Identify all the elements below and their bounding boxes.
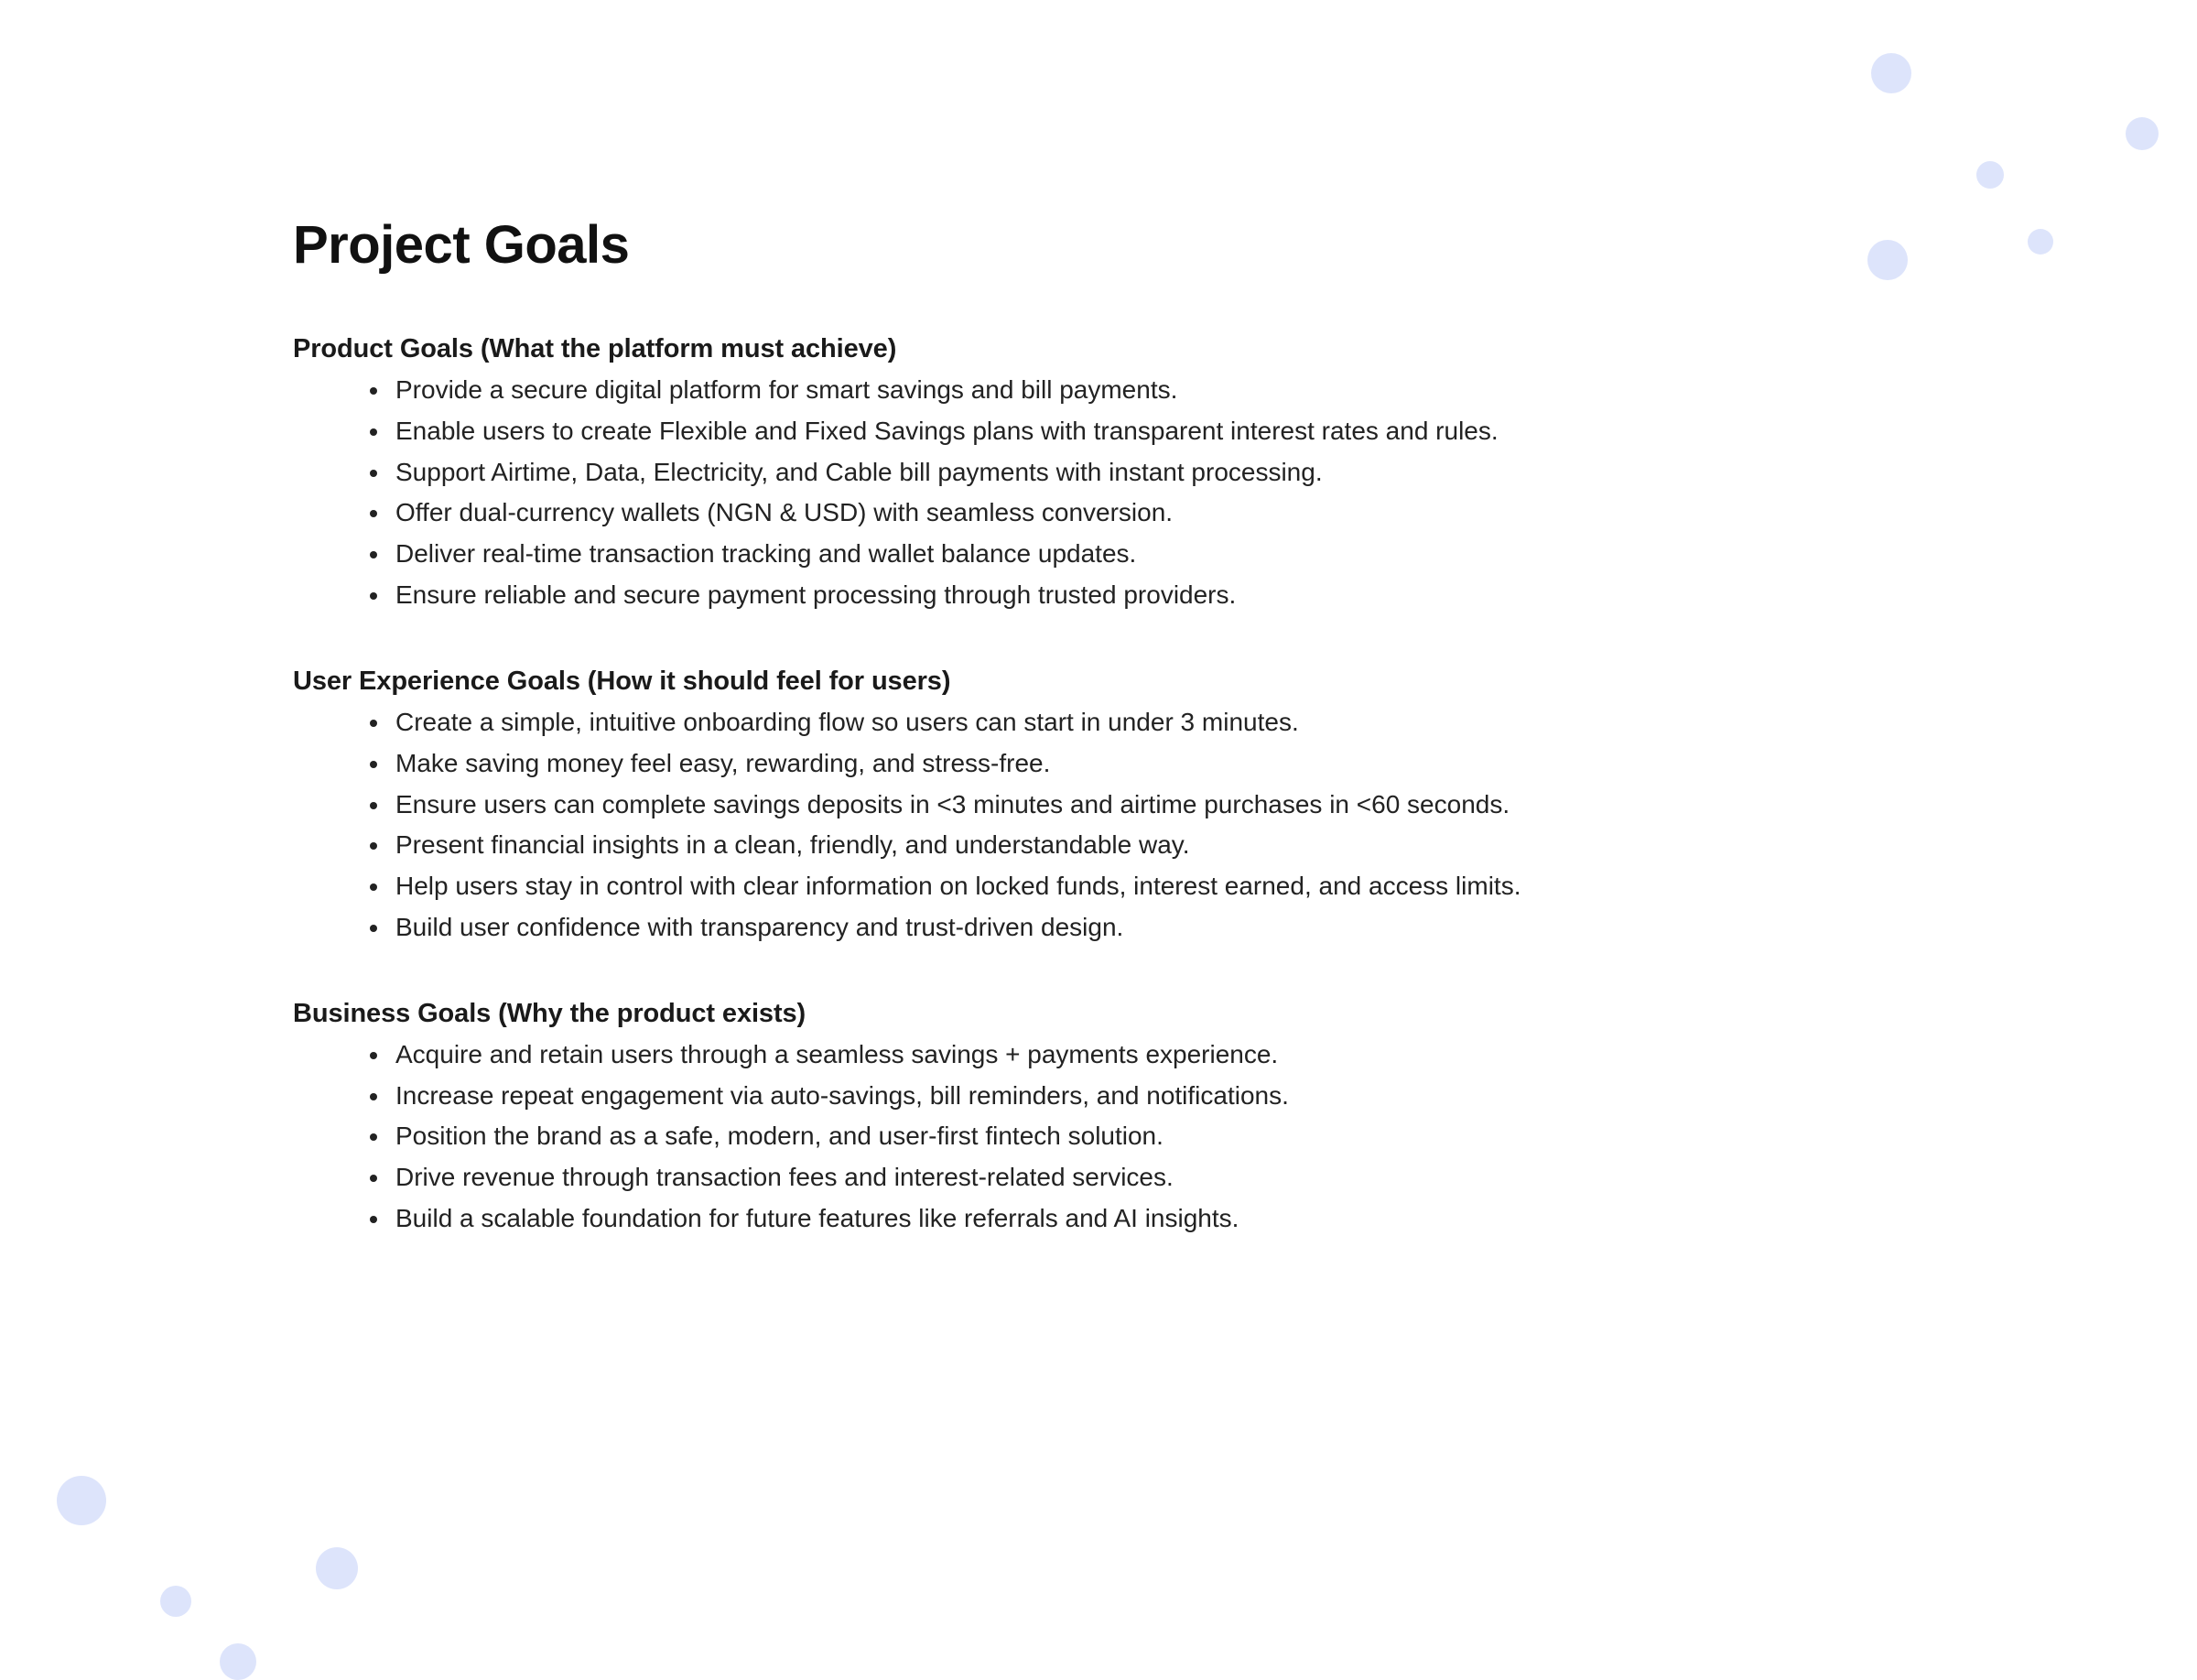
list-item: Offer dual-currency wallets (NGN & USD) with seamless conversion. — [293, 496, 1904, 529]
list-item: Ensure reliable and secure payment processing through trusted providers. — [293, 579, 1904, 612]
page-title: Project Goals — [293, 215, 630, 275]
list-item: Enable users to create Flexible and Fixed Savings plans with transparent interest rates and rules. — [293, 415, 1904, 448]
list-item: Build user confidence with transparency and trust-driven design. — [293, 911, 1904, 944]
section-user-experience-goals — [293, 667, 1904, 944]
list-item: Help users stay in control with clear information on locked funds, interest earned, and access limits. — [293, 870, 1904, 903]
section-heading: Business Goals (Why the product exists) — [293, 998, 806, 1028]
section-heading: Product Goals (What the platform must achieve) — [293, 333, 897, 363]
decorative-dot — [1976, 161, 2004, 189]
bullet-list — [293, 1038, 1904, 1235]
decorative-dot — [2028, 229, 2053, 255]
list-item: Create a simple, intuitive onboarding flow so users can start in under 3 minutes. — [293, 706, 1904, 739]
list-item: Build a scalable foundation for future features like referrals and AI insights. — [293, 1202, 1904, 1235]
decorative-dot — [220, 1643, 256, 1680]
list-item: Provide a secure digital platform for smart savings and bill payments. — [293, 374, 1904, 406]
list-item: Drive revenue through transaction fees and interest-related services. — [293, 1161, 1904, 1194]
list-item: Present financial insights in a clean, friendly, and understandable way. — [293, 829, 1904, 862]
list-item: Position the brand as a safe, modern, and user-first fintech solution. — [293, 1120, 1904, 1153]
section-business-goals — [293, 999, 1904, 1235]
list-item: Make saving money feel easy, rewarding, and stress-free. — [293, 747, 1904, 780]
document-page — [293, 0, 1904, 1648]
bullet-list — [293, 706, 1904, 944]
list-item: Acquire and retain users through a seamless savings + payments experience. — [293, 1038, 1904, 1071]
list-item: Deliver real-time transaction tracking and wallet balance updates. — [293, 537, 1904, 570]
section-product-goals — [293, 334, 1904, 612]
decorative-dot — [57, 1476, 106, 1525]
decorative-dot — [2126, 117, 2159, 150]
bullet-list — [293, 374, 1904, 612]
list-item: Support Airtime, Data, Electricity, and Cable bill payments with instant processing. — [293, 456, 1904, 489]
section-heading: User Experience Goals (How it should feel for users) — [293, 666, 951, 696]
list-item: Ensure users can complete savings deposits in <3 minutes and airtime purchases in <60 seconds. — [293, 788, 1904, 821]
list-item: Increase repeat engagement via auto-savings, bill reminders, and notifications. — [293, 1079, 1904, 1112]
decorative-dot — [160, 1586, 191, 1617]
